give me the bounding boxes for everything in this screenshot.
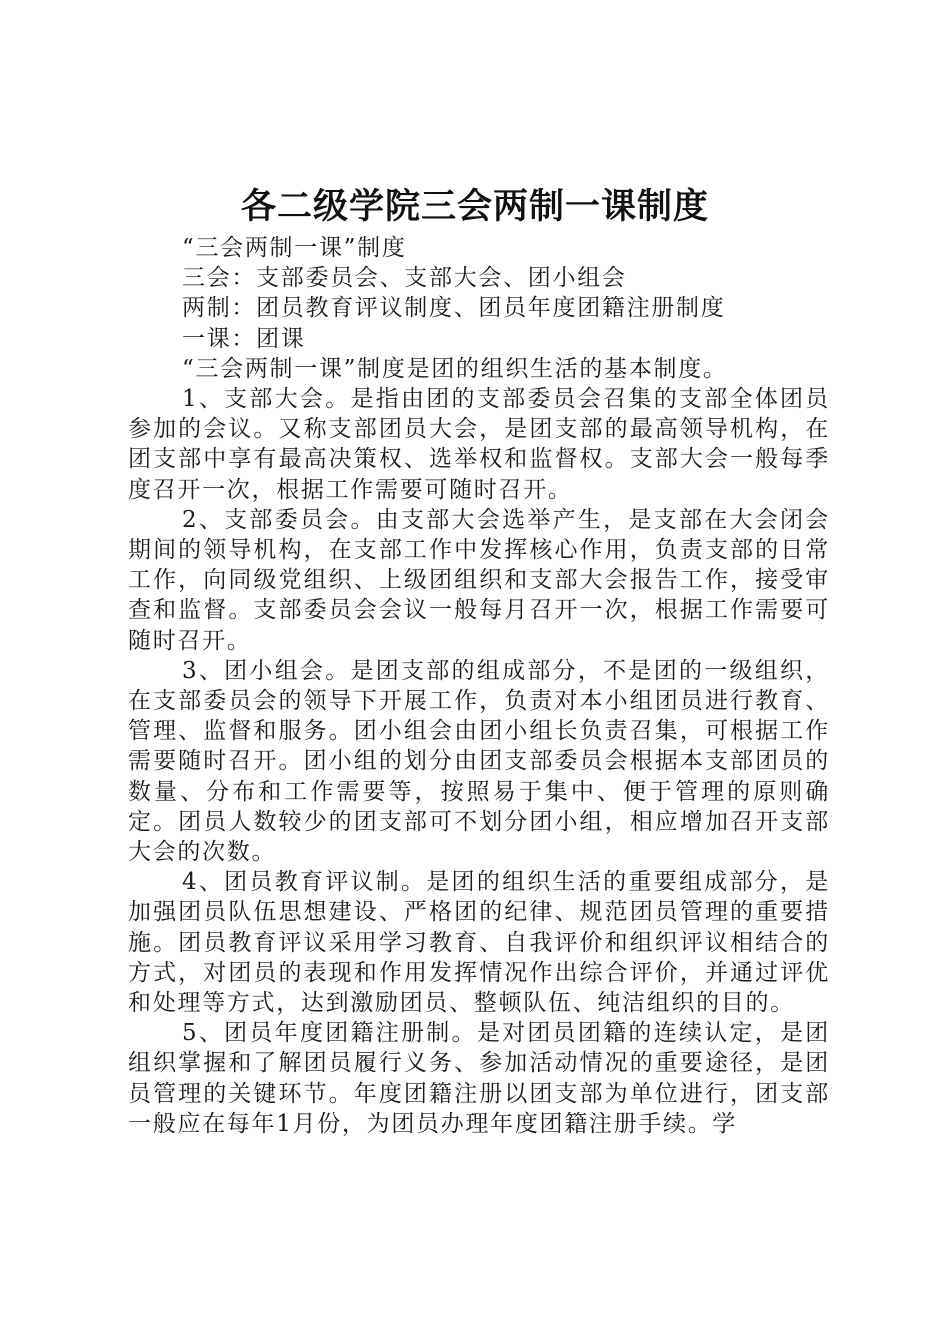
section-paragraph: 3、团小组会。是团支部的组成部分，不是团的一级组织，在支部委员会的领导下开展工作，负责对本小组团员进行教育、管理、监督和服务。团小组会由团小组长负责召集，可根据工作需要随时召开。团小组的划分由团支部委员会根据本支部团员的数量、分布和工作需要等，按照易于集中、便于管理的原则确定。团员人数较少的团支部可不划分团小组，相应增加召开支部大会的次数。	[128, 657, 830, 866]
section-paragraph: 2、支部委员会。由支部大会选举产生，是支部在大会闭会期间的领导机构，在支部工作中发挥核心作用，负责支部的日常工作，向同级党组织、上级团组织和支部大会报告工作，接受审查和监督。支部委员会会议一般每月召开一次，根据工作需要可随时召开。	[128, 506, 830, 654]
intro-line: 两制：团员教育评议制度、团员年度团籍注册制度	[182, 295, 726, 322]
intro-line: 三会：支部委员会、支部大会、团小组会	[182, 265, 627, 292]
intro-line: 一课：团课	[182, 325, 306, 352]
section-paragraph: 1、支部大会。是指由团的支部委员会召集的支部全体团员参加的会议。又称支部团员大会，是团支部的最高领导机构，在团支部中享有最高决策权、选举权和监督权。支部大会一般每季度召开一次，根据工作需要可随时召开。	[128, 386, 830, 503]
document-title: 各二级学院三会两制一课制度	[240, 187, 709, 227]
intro-line: “三会两制一课”制度	[182, 235, 407, 261]
intro-line: “三会两制一课”制度是团的组织生活的基本制度。	[182, 355, 728, 382]
section-paragraph: 5、团员年度团籍注册制。是对团员团籍的连续认定，是团组织掌握和了解团员履行义务、参加活动情况的重要途径，是团员管理的关键环节。年度团籍注册以团支部为单位进行，团支部一般应在每年1月份，为团员办理年度团籍注册手续。学	[128, 1020, 830, 1137]
section-paragraph: 4、团员教育评议制。是团的组织生活的重要组成部分，是加强团员队伍思想建设、严格团的纪律、规范团员管理的重要措施。团员教育评议采用学习教育、自我评价和组织评议相结合的方式，对团员的表现和作用发挥情况作出综合评价，并通过评优和处理等方式，达到激励团员、整顿队伍、纯洁组织的目的。	[128, 869, 830, 1017]
document-body	[128, 233, 830, 1139]
